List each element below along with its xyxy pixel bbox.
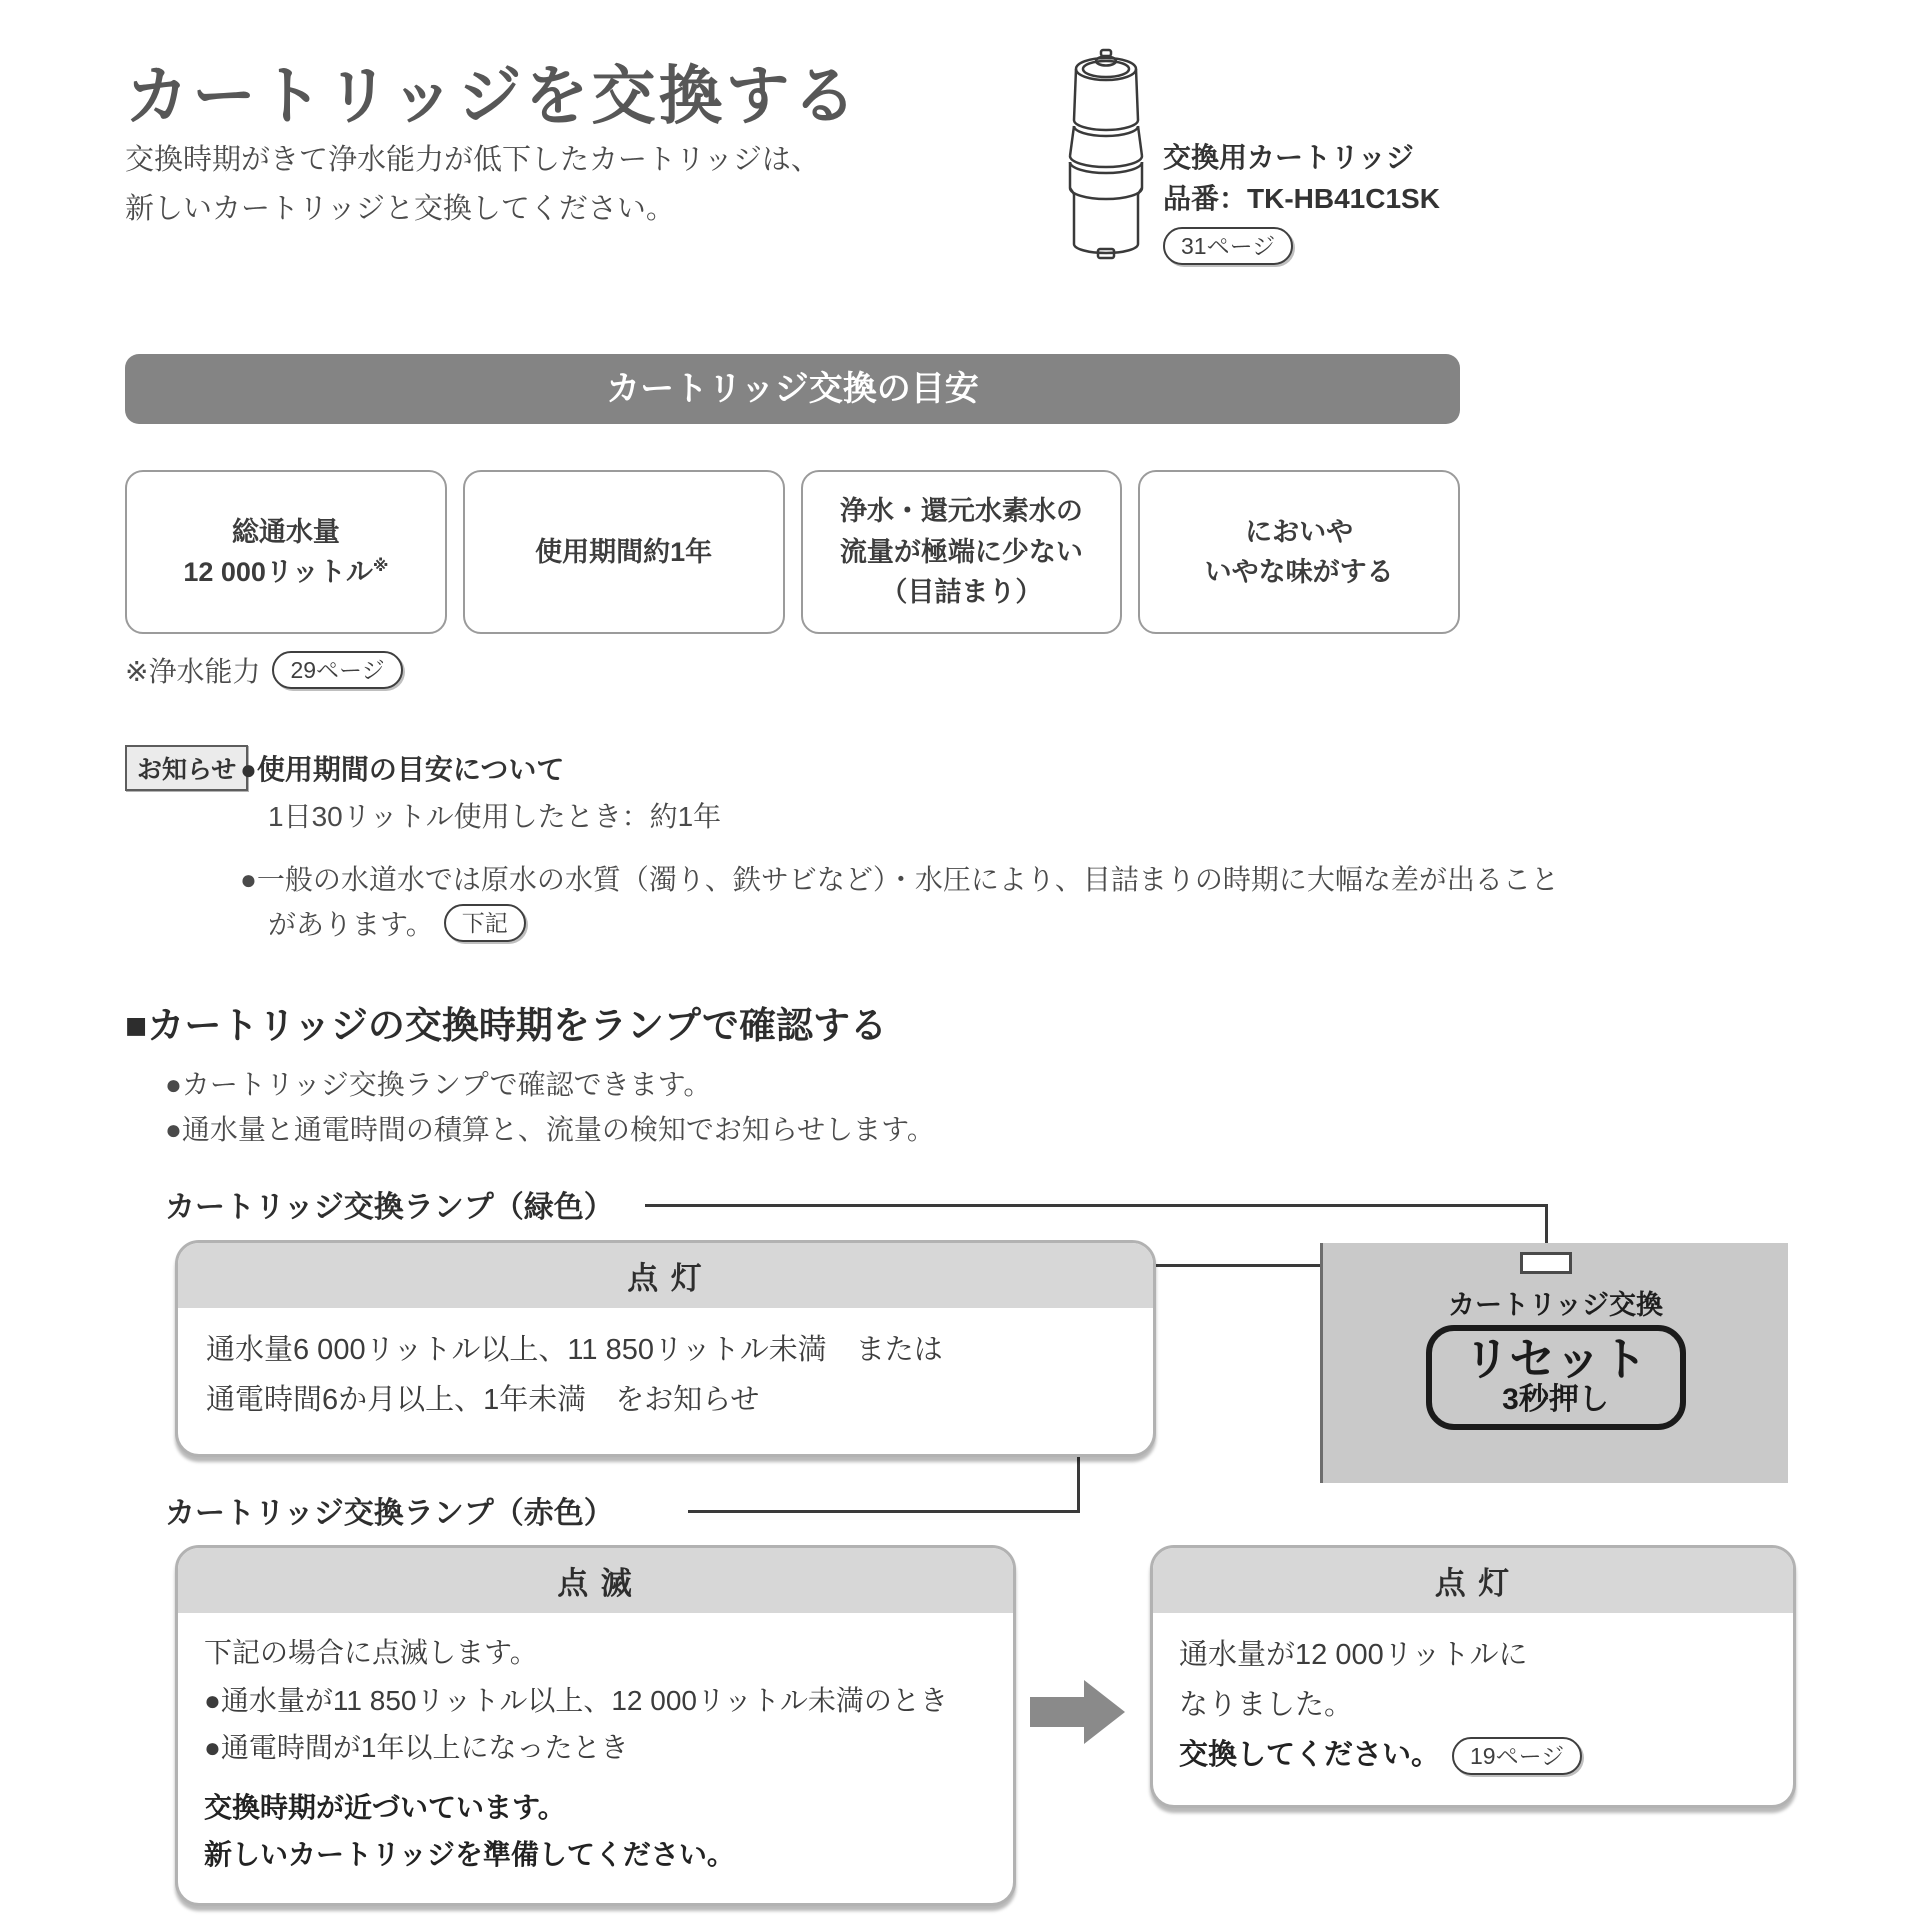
red-lamp-status-box xyxy=(175,1545,1016,1906)
page-ref-badge-below: 下記 xyxy=(444,904,526,942)
guide-section-header: カートリッジ交換の目安 xyxy=(125,354,1460,424)
green-lamp-condition-1: 通水量6 000リットル以上、11 850リットル未満 または xyxy=(206,1334,943,1366)
page-ref-badge-29: 29ページ xyxy=(272,651,402,689)
red-lamp-line-2: ●通水量が11 850リットル以上、12 000リットル未満のとき xyxy=(204,1684,948,1716)
intro-line-2: 新しいカートリッジと交換してください。 xyxy=(125,193,675,226)
guide-box-line: 使用期間約1年 xyxy=(535,536,713,567)
guide-box-line: （目詰まり） xyxy=(880,577,1043,608)
notice-item1-title: ●使用期間の目安について xyxy=(240,754,565,785)
reset-button-sublabel: 3秒押し xyxy=(1502,1383,1609,1417)
guide-box-line: 流量が極端に少ない xyxy=(839,536,1083,567)
arrow-right-icon xyxy=(1030,1680,1125,1744)
reset-button-label: リセット xyxy=(1463,1333,1648,1385)
footnote-mark: ※ xyxy=(372,558,389,575)
product-callout xyxy=(1163,138,1440,266)
device-panel xyxy=(1320,1243,1788,1483)
capacity-footnote-text: ※浄水能力 xyxy=(125,656,261,687)
green-lamp-state: 点 灯 xyxy=(178,1243,1153,1308)
guide-box-line: 12 000リットル※ xyxy=(183,557,389,587)
full-lamp-line-2: なりました。 xyxy=(1179,1688,1354,1721)
intro-text xyxy=(125,136,820,235)
connector-green-horizontal xyxy=(645,1204,1548,1207)
cartridge-illustration xyxy=(1060,48,1152,260)
lamp-section-bullets xyxy=(165,1062,935,1153)
cartridge-lamp-indicator xyxy=(1520,1252,1572,1274)
connector-red-horizontal-lower xyxy=(688,1510,1080,1513)
notice-item2-line2 xyxy=(268,903,526,943)
red-lamp-warning-2: 新しいカートリッジを準備してください。 xyxy=(204,1839,735,1871)
red-lamp-warning-1: 交換時期が近づいています。 xyxy=(204,1791,566,1823)
guide-box-line: においや xyxy=(1245,516,1354,547)
notice-item2-line2-text: があります。 xyxy=(268,909,434,940)
panel-lamp-label: カートリッジ交換 xyxy=(1448,1290,1663,1320)
notice-item2-line1: ●一般の水道水では原水の水質（濁り、鉄サビなど）・水圧により、目詰まりの時期に大幅な差が出ること xyxy=(240,864,1559,895)
green-lamp-status-box xyxy=(175,1240,1156,1457)
intro-line-1: 交換時期がきて浄水能力が低下したカートリッジは、 xyxy=(125,144,820,176)
red-lamp-line-3: ●通電時間が1年以上になったとき xyxy=(204,1732,629,1764)
guide-box-odor-taste xyxy=(1138,470,1460,634)
full-lamp-state: 点 灯 xyxy=(1153,1548,1793,1613)
red-lamp-state: 点 滅 xyxy=(178,1548,1013,1613)
guide-box-low-flow xyxy=(801,470,1123,634)
lamp-bullet-1: ●カートリッジ交換ランプで確認できます。 xyxy=(165,1069,712,1100)
guide-box-line: いやな味がする xyxy=(1204,557,1394,587)
full-lamp-status-box xyxy=(1150,1545,1796,1808)
replacement-guide-boxes xyxy=(125,470,1460,634)
red-lamp-line-1: 下記の場合に点滅します。 xyxy=(204,1637,538,1668)
lamp-bullet-2: ●通水量と通電時間の積算と、流量の検知でお知らせします。 xyxy=(165,1114,935,1146)
page-ref-badge-19: 19ページ xyxy=(1452,1737,1582,1775)
guide-box-line: 浄水・還元水素水の xyxy=(839,496,1083,527)
reset-button xyxy=(1426,1325,1686,1430)
lamp-section-heading: ■カートリッジの交換時期をランプで確認する xyxy=(125,1005,887,1046)
capacity-footnote xyxy=(125,650,403,690)
guide-box-usage-period xyxy=(463,470,785,634)
page-title: カートリッジを交換する xyxy=(125,59,860,132)
guide-box-total-flow xyxy=(125,470,447,634)
product-name: 交換用カートリッジ xyxy=(1163,142,1414,173)
full-lamp-line-1: 通水量が12 000リットルに xyxy=(1179,1639,1528,1671)
notice-item1-detail: 1日30リットル使用したとき：約1年 xyxy=(268,801,722,832)
page-ref-badge-31: 31ページ xyxy=(1163,227,1293,265)
guide-box-line: 総通水量 xyxy=(231,516,340,547)
red-lamp-label: カートリッジ交換ランプ（赤色） xyxy=(165,1497,614,1530)
full-lamp-replace-text: 交換してください。 xyxy=(1179,1738,1441,1771)
green-lamp-label: カートリッジ交換ランプ（緑色） xyxy=(165,1191,614,1224)
green-lamp-condition-2: 通電時間6か月以上、1年未満 をお知らせ xyxy=(206,1383,760,1416)
notice-label: お知らせ xyxy=(125,745,248,791)
product-part-number: 品番：TK-HB41C1SK xyxy=(1163,182,1440,214)
